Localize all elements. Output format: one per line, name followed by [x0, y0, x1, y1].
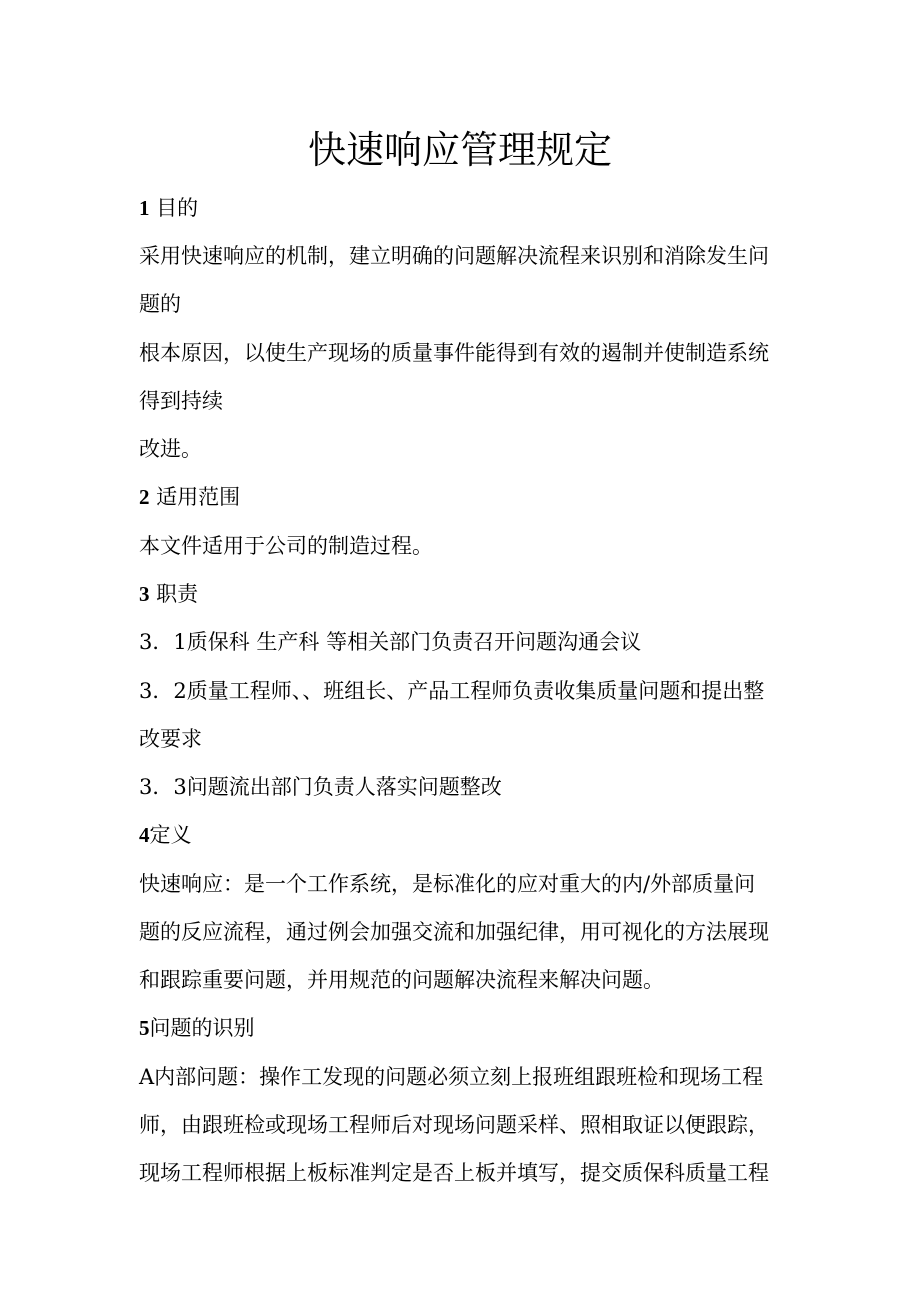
section-heading-text: 问题的识别 — [149, 1016, 255, 1040]
paragraph-line: 现场工程师根据上板标准判定是否上板并填写，提交质保科质量工程 — [139, 1161, 769, 1185]
paragraph-line: 得到持续 — [139, 389, 223, 413]
section-number: 5 — [139, 1016, 150, 1040]
paragraph-line: 师，由跟班检或现场工程师后对现场问题采样、照相取证以便跟踪， — [139, 1113, 769, 1137]
section-heading — [139, 820, 799, 850]
paragraph-line: 题的 — [139, 292, 181, 316]
section-number: 3 — [139, 582, 150, 606]
paragraph-line: A内部问题：操作工发现的问题必须立刻上报班组跟班检和现场工程 — [139, 1065, 764, 1089]
paragraph-line: 根本原因，以使生产现场的质量事件能得到有效的遏制并使制造系统 — [139, 341, 769, 365]
section-heading-text: 适用范围 — [149, 485, 241, 509]
section-number: 1 — [139, 196, 150, 220]
section-number: 4 — [139, 823, 150, 847]
paragraph-line: 采用快速响应的机制，建立明确的问题解决流程来识别和消除发生问 — [139, 244, 769, 268]
section-heading — [139, 193, 799, 223]
section-heading — [139, 579, 799, 609]
paragraph-line: 改要求 — [139, 727, 202, 751]
paragraph-line: 题的反应流程，通过例会加强交流和加强纪律，用可视化的方法展现 — [139, 920, 769, 944]
paragraph-line: 改进。 — [139, 437, 202, 461]
paragraph-line: 和跟踪重要问题，并用规范的问题解决流程来解决问题。 — [139, 968, 664, 992]
section-heading — [139, 482, 799, 512]
paragraph-line: 3．3问题流出部门负责人落实问题整改 — [139, 775, 502, 799]
section-heading — [139, 1013, 799, 1043]
page-title: 快速响应管理规定 — [307, 128, 612, 172]
section-heading-text: 定义 — [149, 823, 192, 847]
paragraph-line: 本文件适用于公司的制造过程。 — [139, 534, 433, 558]
paragraph-line: 快速响应：是一个工作系统，是标准化的应对重大的内/外部质量问 — [139, 872, 756, 896]
paragraph-line: 3．2质量工程师、、班组长、产品工程师负责收集质量问题和提出整 — [139, 679, 765, 703]
section-heading-text: 目的 — [149, 196, 199, 220]
section-number: 2 — [139, 485, 150, 509]
section-heading-text: 职责 — [149, 582, 199, 606]
paragraph-line: 3．1质保科 生产科 等相关部门负责召开问题沟通会议 — [139, 630, 642, 654]
